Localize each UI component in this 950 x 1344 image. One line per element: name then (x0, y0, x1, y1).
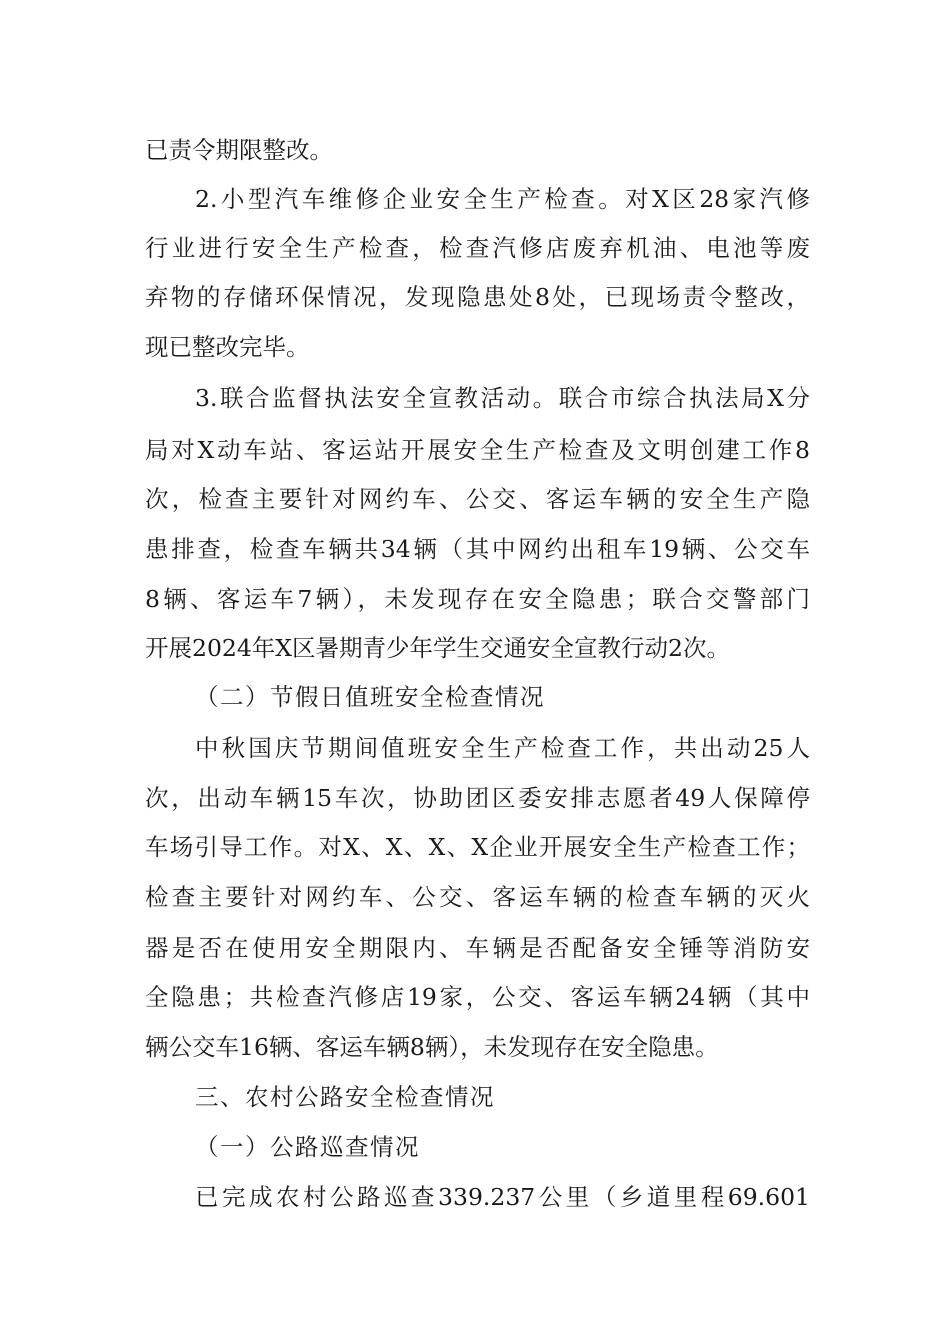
section-heading: （二）节假日值班安全检查情况 (195, 683, 545, 711)
paragraph-line: 次，出动车辆15车次，协助团区委安排志愿者49人保障停 (145, 784, 810, 812)
paragraph-line: 中秋国庆节期间值班安全生产检查工作，共出动25人 (195, 734, 810, 762)
paragraph-line: 全隐患；共检查汽修店19家，公交、客运车辆24辆（其中 (145, 983, 810, 1011)
paragraph-line: 已责令期限整改。 (145, 136, 333, 164)
paragraph-line: 弃物的存储环保情况，发现隐患处8处，已现场责令整改， (145, 283, 810, 311)
paragraph-line: 开展2024年X区暑期青少年学生交通安全宣教行动2次。 (145, 634, 730, 662)
paragraph-line: 3.联合监督执法安全宣教活动。联合市综合执法局X分 (195, 384, 810, 412)
section-heading: 三、农村公路安全检查情况 (195, 1083, 495, 1111)
paragraph-line: 2.小型汽车维修企业安全生产检查。对X区28家汽修 (195, 185, 810, 213)
paragraph-line: 车场引导工作。对X、X、X、X企业开展安全生产检查工作； (145, 833, 810, 861)
paragraph-line: 辆公交车16辆、客运车辆8辆），未发现存在安全隐患。 (145, 1033, 719, 1061)
paragraph-line: 检查主要针对网约车、公交、客运车辆的检查车辆的灭火 (145, 883, 810, 911)
paragraph-line: 8辆、客运车7辆），未发现存在安全隐患；联合交警部门 (145, 585, 810, 613)
section-heading: （一）公路巡查情况 (195, 1133, 420, 1161)
paragraph-line: 患排查，检查车辆共34辆（其中网约出租车19辆、公交车 (145, 535, 810, 563)
paragraph-line: 行业进行安全生产检查，检查汽修店废弃机油、电池等废 (145, 234, 810, 262)
paragraph-line: 器是否在使用安全期限内、车辆是否配备安全锤等消防安 (145, 934, 810, 962)
paragraph-line: 局对X动车站、客运站开展安全生产检查及文明创建工作8 (145, 436, 810, 464)
paragraph-line: 已完成农村公路巡查339.237公里（乡道里程69.601 (195, 1183, 810, 1211)
paragraph-line: 次，检查主要针对网约车、公交、客运车辆的安全生产隐 (145, 485, 810, 513)
paragraph-line: 现已整改完毕。 (145, 333, 310, 361)
